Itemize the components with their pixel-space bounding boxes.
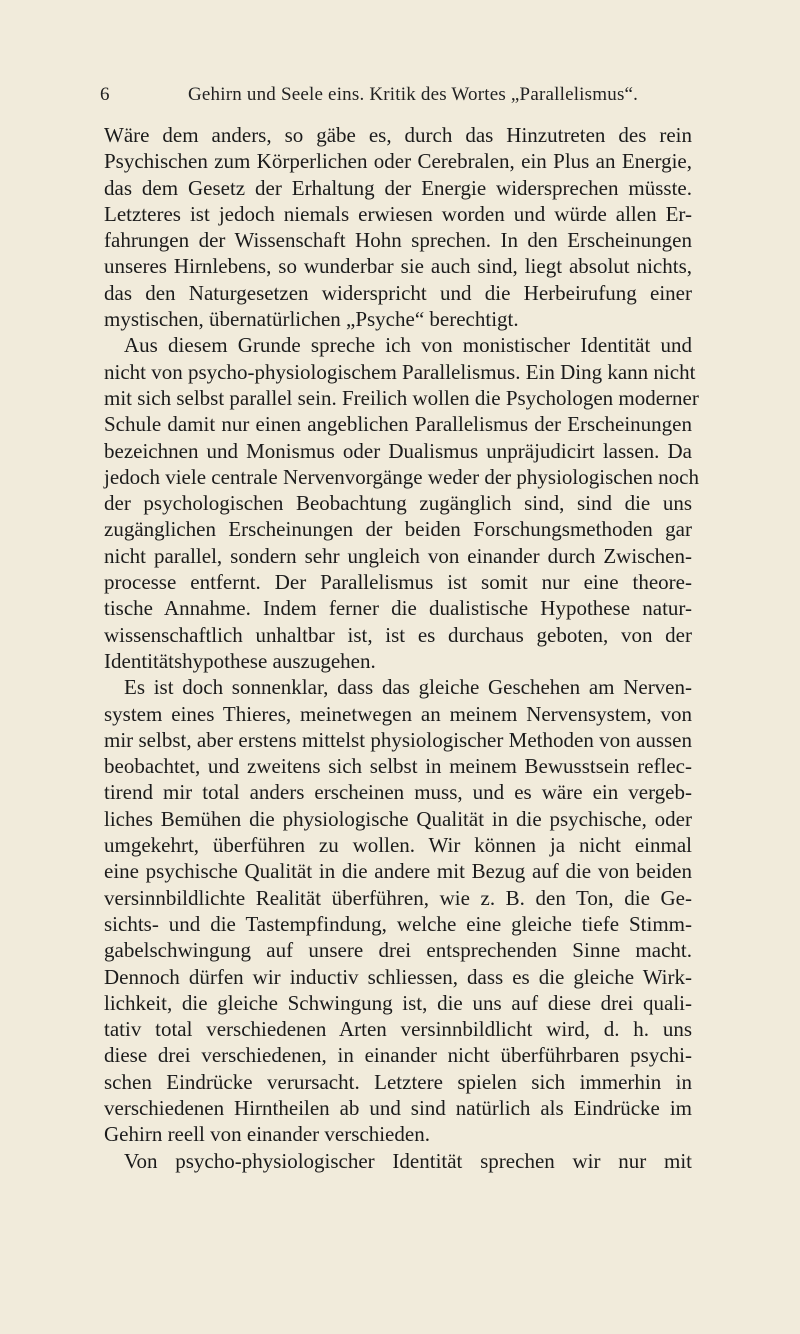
paragraph	[104, 332, 699, 674]
text-line: bezeichnen und Monismus oder Dualismus unpräjudicirt lassen. Da	[104, 438, 692, 463]
text-line: nicht parallel, sondern sehr ungleich von einander durch Zwischen-	[104, 543, 692, 568]
text-line: eine psychische Qualität in die andere mit Bezug auf die von beiden	[104, 859, 692, 884]
text-line: Schule damit nur einen angeblichen Parallelismus der Erscheinungen	[104, 412, 692, 437]
text-line: nicht von psycho-physiologischem Parallelismus. Ein Ding kann nicht	[104, 359, 696, 384]
text-line: wissenschaftlich unhaltbar ist, ist es durchaus geboten, von der	[104, 622, 692, 647]
text-line: system eines Thieres, meinetwegen an meinem Nervensystem, von	[104, 701, 692, 726]
text-line: beobachtet, und zweitens sich selbst in meinem Bewusstsein reflec-	[104, 754, 692, 779]
text-line: lichkeit, die gleiche Schwingung ist, die uns auf diese drei quali-	[104, 990, 692, 1015]
text-line: mir selbst, aber erstens mittelst physiologischer Methoden von aussen	[104, 727, 692, 752]
text-line: Gehirn reell von einander verschieden.	[104, 1122, 430, 1147]
text-line: Von psycho-physiologischer Identität sprechen wir nur mit	[124, 1148, 692, 1173]
text-line: gabelschwingung auf unsere drei entsprechenden Sinne macht.	[104, 938, 692, 963]
body-text	[104, 122, 699, 1174]
text-line: Identitätshypothese auszugehen.	[104, 648, 376, 673]
text-line: Es ist doch sonnenklar, dass das gleiche Geschehen am Nerven-	[124, 675, 692, 700]
paragraph	[104, 122, 692, 332]
paragraph	[104, 674, 692, 1147]
text-line: fahrungen der Wissenschaft Hohn sprechen. In den Erscheinungen	[104, 228, 692, 253]
text-line: umgekehrt, überführen zu wollen. Wir können ja nicht einmal	[104, 833, 692, 858]
text-line: liches Bemühen die physiologische Qualität in die psychische, oder	[104, 806, 692, 831]
text-line: tische Annahme. Indem ferner die dualistische Hypothese natur-	[104, 596, 692, 621]
text-line: jedoch viele centrale Nervenvorgänge weder der physiologischen noch	[104, 464, 699, 489]
text-line: schen Eindrücke verursacht. Letztere spielen sich immerhin in	[104, 1069, 692, 1094]
text-line: das dem Gesetz der Erhaltung der Energie widersprechen müsste.	[104, 175, 692, 200]
text-line: mit sich selbst parallel sein. Freilich wollen die Psychologen moderner	[104, 385, 699, 410]
text-line: Letzteres ist jedoch niemals erwiesen worden und würde allen Er-	[104, 201, 692, 226]
text-line: Psychischen zum Körperlichen oder Cerebralen, ein Plus an Energie,	[104, 149, 692, 174]
running-title: Gehirn und Seele eins. Kritik des Wortes „Parallelismus“.	[188, 84, 639, 105]
text-line: zugänglichen Erscheinungen der beiden Forschungsmethoden gar	[104, 517, 692, 542]
page-number: 6	[100, 84, 110, 105]
text-line: unseres Hirnlebens, so wunderbar sie auch sind, liegt absolut nichts,	[104, 254, 692, 279]
text-line: Wäre dem anders, so gäbe es, durch das Hinzutreten des rein	[104, 123, 692, 147]
running-header	[100, 84, 700, 114]
text-line: Dennoch dürfen wir inductiv schliessen, dass es die gleiche Wirk-	[104, 964, 692, 989]
text-line: mystischen, übernatürlichen „Psyche“ berechtigt.	[104, 307, 519, 332]
text-line: Aus diesem Grunde spreche ich von monistischer Identität und	[124, 333, 692, 358]
text-line: tirend mir total anders erscheinen muss, und es wäre ein vergeb-	[104, 780, 692, 805]
text-line: tativ total verschiedenen Arten versinnbildlicht wird, d. h. uns	[104, 1017, 692, 1042]
paragraph	[104, 1148, 692, 1174]
text-line: verschiedenen Hirntheilen ab und sind natürlich als Eindrücke im	[104, 1095, 692, 1120]
text-line: processe entfernt. Der Parallelismus ist somit nur eine theore-	[104, 570, 692, 595]
text-line: das den Naturgesetzen widerspricht und die Herbeirufung einer	[104, 280, 692, 305]
text-line: der psychologischen Beobachtung zugänglich sind, sind die uns	[104, 491, 692, 516]
text-line: versinnbildlichte Realität überführen, wie z. B. den Ton, die Ge-	[104, 885, 692, 910]
text-line: diese drei verschiedenen, in einander nicht überführbaren psychi-	[104, 1043, 692, 1068]
text-line: sichts- und die Tastempfindung, welche eine gleiche tiefe Stimm-	[104, 911, 692, 936]
